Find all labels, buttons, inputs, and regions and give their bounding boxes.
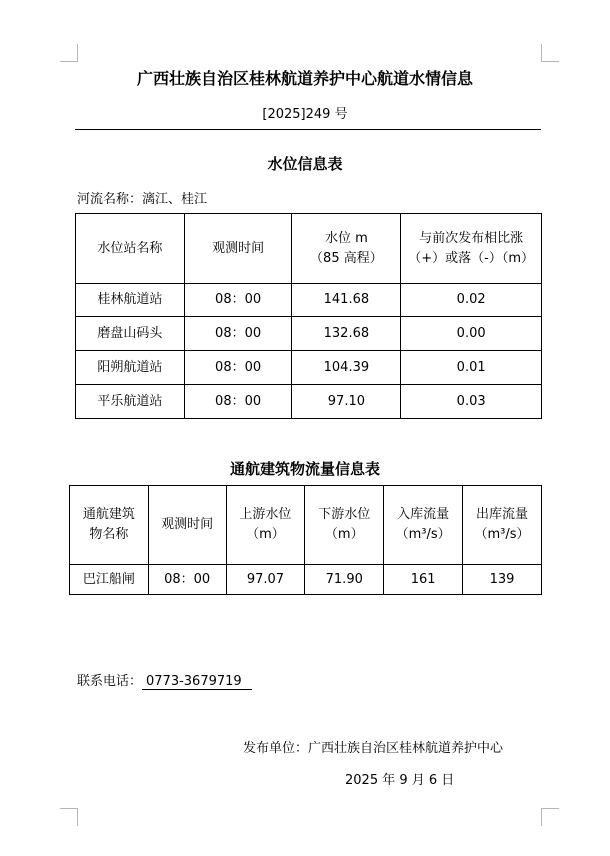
flow-table [69, 485, 542, 595]
table-row [76, 351, 542, 385]
water-level-table [75, 213, 542, 419]
table-header-row [70, 486, 542, 565]
header-inflow-line2: （m³/s） [395, 527, 451, 542]
table-row [76, 284, 542, 317]
header-structure-name-line2: 物名称 [89, 527, 129, 542]
contact-phone-label: 联系电话： [77, 674, 143, 689]
cell-change: 0.02 [401, 284, 542, 317]
header-upstream [226, 486, 305, 565]
table-header-row [76, 214, 542, 284]
header-level [292, 214, 401, 284]
table-row [76, 385, 542, 419]
cell-time: 08：00 [184, 385, 292, 419]
cell-station: 阳朔航道站 [76, 351, 185, 385]
publisher-value: 广西壮族自治区桂林航道养护中心 [308, 741, 504, 756]
header-structure-name-line1: 通航建筑 [82, 507, 135, 522]
river-name-value: 漓江、桂江 [142, 192, 208, 207]
cell-upstream: 97.07 [226, 565, 305, 595]
header-inflow [384, 486, 463, 565]
cell-level: 132.68 [292, 317, 401, 351]
cell-change: 0.01 [401, 351, 542, 385]
cell-change: 0.00 [401, 317, 542, 351]
contact-phone-number: 0773-3679719 [142, 674, 252, 690]
water-level-table-title: 水位信息表 [267, 155, 343, 173]
header-upstream-line2: （m） [246, 527, 285, 542]
cell-time: 08：00 [148, 565, 226, 595]
cell-station: 平乐航道站 [76, 385, 185, 419]
publisher-label: 发布单位： [243, 741, 309, 756]
crop-mark-top-right [541, 44, 559, 62]
header-inflow-line1: 入库流量 [397, 507, 450, 522]
table-row [70, 565, 542, 595]
cell-time: 08：00 [184, 284, 292, 317]
cell-level: 97.10 [292, 385, 401, 419]
river-name-label: 河流名称： [77, 192, 143, 207]
header-time: 观测时间 [184, 214, 292, 284]
header-outflow-line2: （m³/s） [474, 527, 530, 542]
crop-mark-top-left [60, 44, 78, 62]
cell-time: 08：00 [184, 351, 292, 385]
flow-table-title: 通航建筑物流量信息表 [229, 460, 380, 478]
header-downstream [305, 486, 384, 565]
cell-level: 141.68 [292, 284, 401, 317]
cell-outflow: 139 [463, 565, 542, 595]
cell-downstream: 71.90 [305, 565, 384, 595]
cell-change: 0.03 [401, 385, 542, 419]
header-divider [75, 129, 541, 130]
crop-mark-bottom-right [541, 808, 559, 826]
header-change [401, 214, 542, 284]
table-row [76, 317, 542, 351]
header-level-line2: （85 高程） [310, 250, 383, 266]
document-number: [2025]249 号 [262, 107, 348, 122]
header-change-line1: 与前次发布相比涨 [419, 230, 524, 246]
header-outflow-line1: 出库流量 [476, 507, 529, 522]
header-structure-name [70, 486, 149, 565]
river-name [77, 188, 207, 207]
cell-station: 磨盘山码头 [76, 317, 185, 351]
crop-mark-bottom-left [60, 808, 78, 826]
publisher [243, 737, 503, 756]
header-station: 水位站名称 [76, 214, 185, 284]
header-level-line1: 水位 m [324, 230, 368, 246]
header-downstream-line1: 下游水位 [318, 507, 371, 522]
header-upstream-line1: 上游水位 [239, 507, 292, 522]
header-outflow [463, 486, 542, 565]
header-change-line2: （+）或落（-）（m） [408, 250, 535, 266]
contact-phone [77, 670, 252, 690]
header-time: 观测时间 [148, 486, 226, 565]
cell-inflow: 161 [384, 565, 463, 595]
cell-structure-name: 巴江船闸 [70, 565, 149, 595]
cell-station: 桂林航道站 [76, 284, 185, 317]
cell-time: 08：00 [184, 317, 292, 351]
header-downstream-line2: （m） [324, 527, 364, 542]
publish-date: 2025 年 9 月 6 日 [345, 773, 455, 788]
cell-level: 104.39 [292, 351, 401, 385]
document-title: 广西壮族自治区桂林航道养护中心航道水情信息 [136, 69, 473, 88]
